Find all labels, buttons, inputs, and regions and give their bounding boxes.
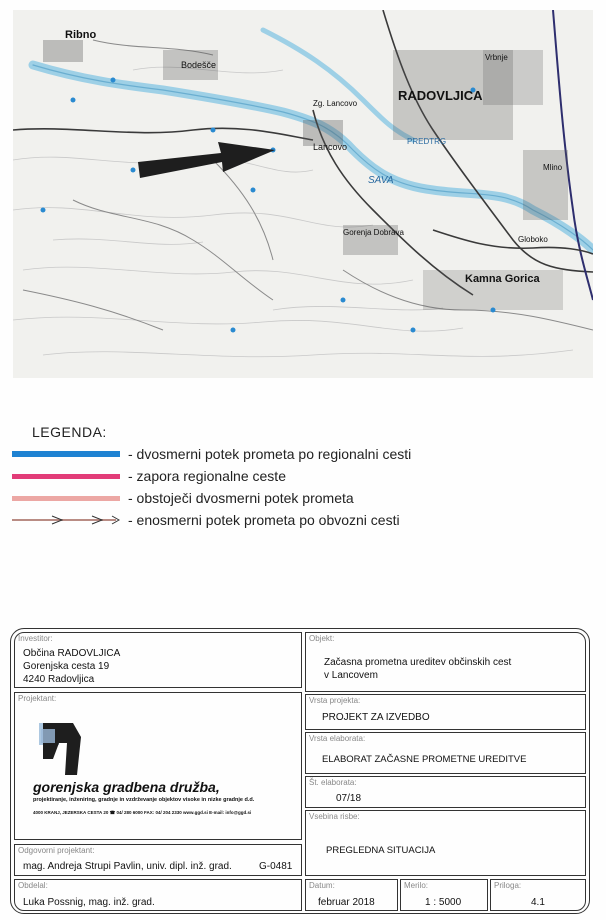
label-predtrg: PREDTRG: [407, 137, 447, 146]
investitor-cell: [14, 632, 302, 688]
label-radovljica: RADOVLJICA: [398, 88, 483, 103]
vrsta-projekta-value: PROJEKT ZA IZVEDBO: [322, 712, 430, 723]
investitor-caption: Investitor:: [18, 634, 53, 643]
label-mlino: Mlino: [543, 163, 563, 172]
priloga-value: 4.1: [531, 897, 545, 908]
vrsta-projekta-caption: Vrsta projekta:: [309, 696, 361, 705]
investitor-line-2: Gorenjska cesta 19: [23, 661, 110, 672]
legend-item-oneway: [12, 510, 400, 530]
priloga-cell: [490, 879, 586, 911]
odgovorni-id: G-0481: [259, 861, 293, 872]
odgovorni-cell: [14, 844, 302, 876]
objekt-cell: [305, 632, 586, 692]
legend-title: LEGENDA:: [32, 424, 107, 440]
legend-swatch-existing: [12, 496, 120, 501]
odgovorni-value: mag. Andreja Strupi Pavlin, univ. dipl. inž. grad.: [23, 861, 232, 872]
label-ribno: Ribno: [65, 29, 97, 41]
odgovorni-caption: Odgovorni projektant:: [18, 846, 95, 855]
merilo-cell: [400, 879, 488, 911]
label-sava: SAVA: [368, 175, 394, 186]
vrsta-projekta-cell: [305, 694, 586, 730]
label-zg-lancovo: Zg. Lancovo: [313, 99, 358, 108]
priloga-caption: Priloga:: [494, 881, 522, 890]
company-contact: 4000 KRANJ, JEZERSKA CESTA 20 ☎ 04/ 280 6000 FAX: 04/ 204 2330 www.ggd.si E-mail: info@ggd.si: [33, 810, 252, 815]
datum-cell: [305, 879, 398, 911]
ggd-logo-icon: [37, 719, 97, 777]
st-elaborata-cell: [305, 776, 586, 808]
vsebina-cell: [305, 810, 586, 876]
merilo-value: 1 : 5000: [425, 897, 462, 908]
legend-swatch-regional: [12, 451, 120, 457]
legend-item-existing: [12, 488, 354, 508]
label-lancovo: Lancovo: [313, 142, 348, 152]
label-gorenja-dobrava: Gorenja Dobrava: [343, 228, 404, 237]
vsebina-caption: Vsebina risbe:: [309, 812, 360, 821]
datum-caption: Datum:: [309, 881, 335, 890]
company-subtitle: projektiranje, inženiring, gradnje in vzdrževanje objektov visoke in nizke gradnje d.d.: [33, 797, 255, 803]
label-globoko: Globoko: [518, 235, 548, 244]
situation-map[interactable]: [13, 10, 593, 378]
legend-text-existing: - obstoječi dvosmerni potek prometa: [128, 490, 354, 506]
legend-text-oneway: - enosmerni potek prometa po obvozni cesti: [128, 512, 400, 528]
investitor-line-3: 4240 Radovljica: [23, 674, 95, 685]
merilo-caption: Merilo:: [404, 881, 429, 890]
legend-text-closure: - zapora regionalne ceste: [128, 468, 286, 484]
company-name: gorenjska gradbena družba,: [33, 779, 220, 795]
legend-swatch-oneway: [12, 514, 120, 526]
objekt-line-2: v Lancovem: [324, 670, 378, 681]
vsebina-value: PREGLEDNA SITUACIJA: [326, 845, 436, 856]
objekt-line-1: Začasna prometna ureditev občinskih cest: [324, 657, 512, 668]
legend-text-regional: - dvosmerni potek prometa po regionalni cesti: [128, 446, 412, 462]
label-bodesce: Bodešče: [181, 60, 217, 70]
objekt-caption: Objekt:: [309, 634, 335, 643]
vrsta-elaborata-value: ELABORAT ZAČASNE PROMETNE UREDITVE: [322, 754, 527, 765]
st-elaborata-caption: Št. elaborata:: [309, 778, 357, 787]
legend-item-closure: [12, 466, 286, 486]
datum-value: februar 2018: [318, 897, 375, 908]
label-vrbnje: Vrbnje: [485, 53, 508, 62]
projektant-caption: Projektant:: [18, 694, 57, 703]
label-kamna-gorica: Kamna Gorica: [465, 273, 540, 285]
st-elaborata-value: 07/18: [336, 793, 362, 804]
vrsta-elaborata-cell: [305, 732, 586, 774]
legend-item-regional: [12, 444, 411, 464]
obdelal-value: Luka Possnig, mag. inž. grad.: [23, 897, 155, 908]
obdelal-caption: Obdelal:: [18, 881, 48, 890]
obdelal-cell: [14, 879, 302, 911]
legend-swatch-closure: [12, 474, 120, 479]
investitor-line-1: Občina RADOVLJICA: [23, 648, 121, 659]
vrsta-elaborata-caption: Vrsta elaborata:: [309, 734, 366, 743]
projektant-cell: [14, 692, 302, 840]
